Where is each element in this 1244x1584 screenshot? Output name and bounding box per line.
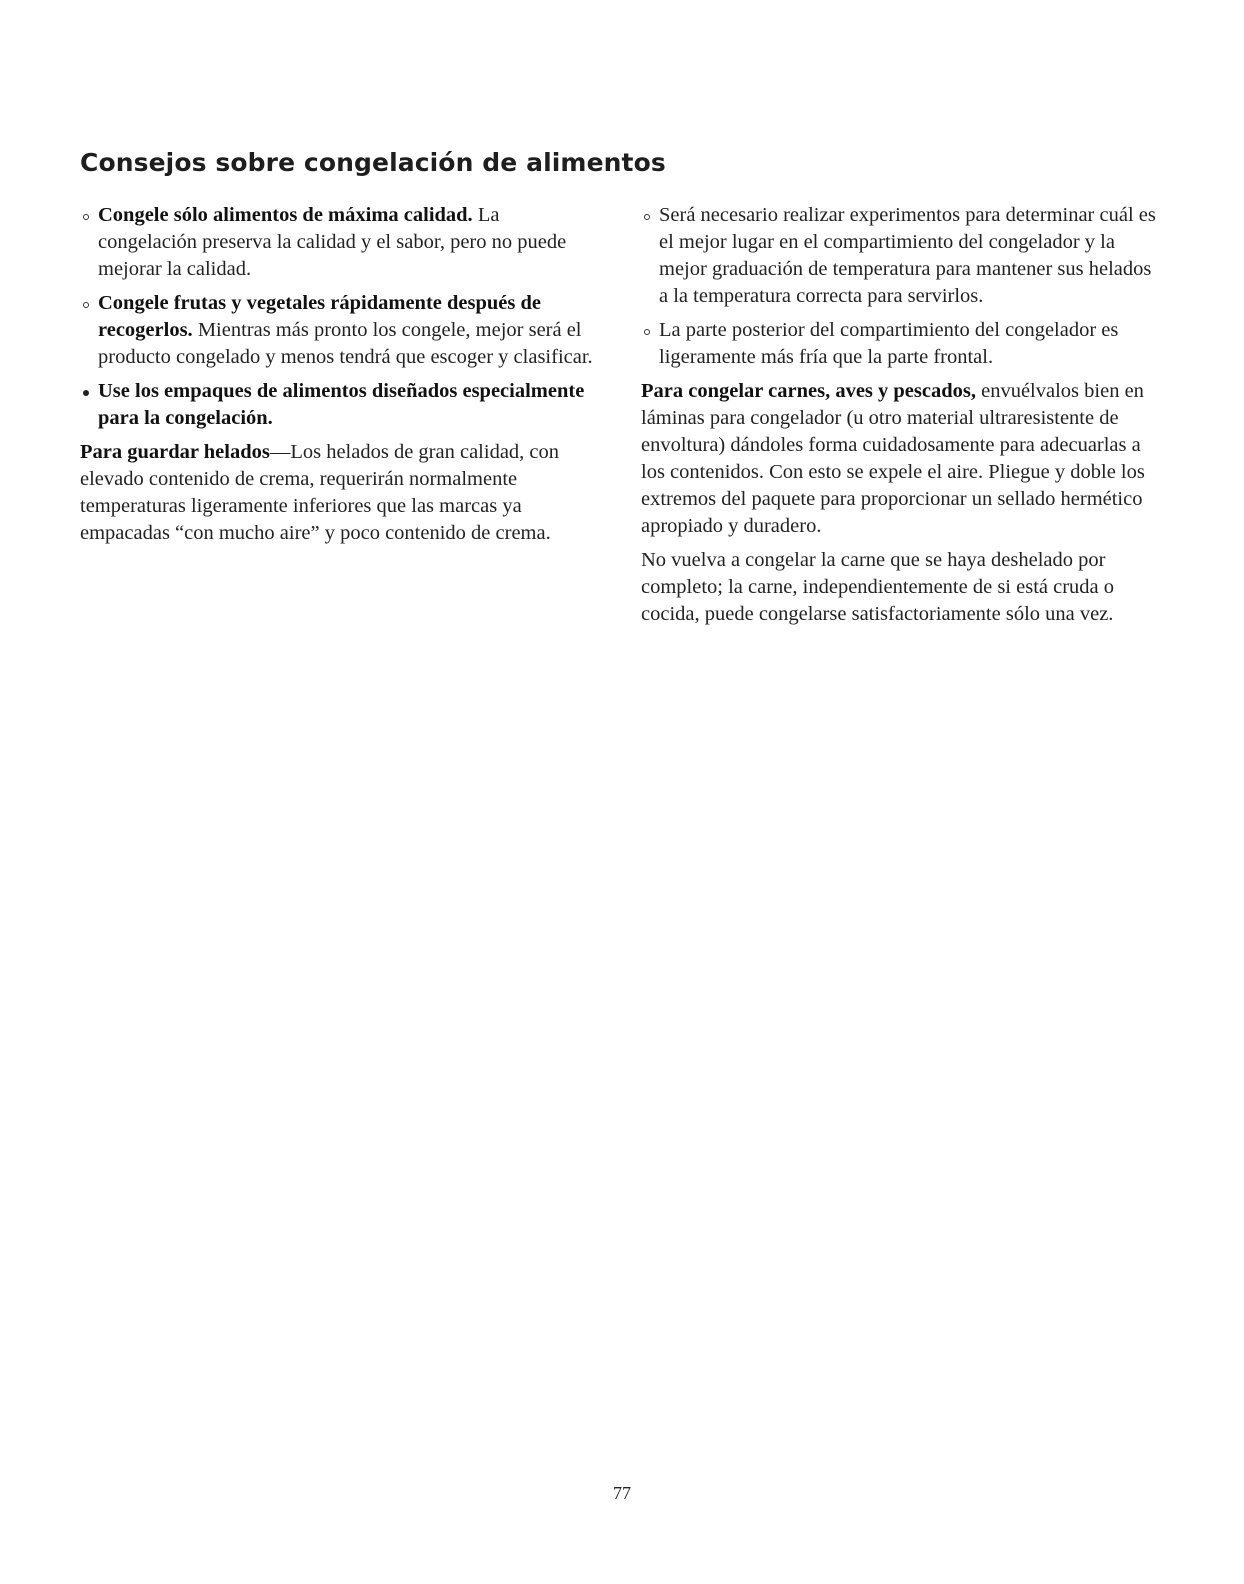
bullet-lead: Congele sólo alimentos de máxima calidad. (98, 204, 473, 226)
bullet-icon (644, 214, 650, 220)
bullet-icon (83, 214, 89, 220)
page-title: Consejos sobre congelación de alimentos (80, 148, 666, 177)
paragraph-text: envuélvalos bien en láminas para congelador (u otro material ultraresistente de envoltura) dándoles forma cuidadosamente para adecuarlas a los contenidos. Con esto se expele el aire. Pliegue y doble los extremos del paquete para proporcionar un sellado hermético apropiado y duradero. (641, 380, 1145, 537)
refreeze-paragraph: No vuelva a congelar la carne que se haya deshelado por completo; la carne, independientemente de si está cruda o cocida, puede congelarse satisfactoriamente sólo una vez. (641, 549, 1115, 625)
list-item (80, 202, 600, 283)
bullet-lead: Use los empaques de alimentos diseñados especialmente para la congelación. (98, 380, 585, 429)
list-item (80, 290, 600, 371)
bullet-text: La parte posterior del compartimiento del congelador es ligeramente más fría que la parte frontal. (659, 319, 1119, 368)
right-column (641, 202, 1161, 635)
ice-cream-paragraph (80, 439, 600, 547)
paragraph-lead: Para congelar carnes, aves y pescados, (641, 380, 976, 402)
list-item (641, 202, 1161, 310)
list-item (641, 317, 1161, 371)
list-item (80, 378, 600, 432)
left-column (80, 202, 600, 554)
bullet-text: Mientras más pronto los congele, mejor será el producto congelado y menos tendrá que escoger y clasificar. (98, 319, 593, 368)
paragraph-lead: Para guardar helados (80, 441, 270, 463)
paragraph-text: —Los helados de gran calidad, con elevado contenido de crema, requerirán normalmente temperaturas ligeramente inferiores que las marcas ya empacadas “con mucho aire” y poco contenido de crema. (80, 441, 560, 544)
bullet-text: La congelación preserva la calidad y el sabor, pero no puede mejorar la calidad. (98, 204, 567, 280)
meat-paragraph (641, 378, 1161, 540)
bullet-icon (644, 329, 650, 335)
bullet-text: Será necesario realizar experimentos para determinar cuál es el mejor lugar en el compartimiento del congelador y la mejor graduación de temperatura para mantener sus helados a la temperatura correcta para servirlos. (659, 204, 1156, 307)
bullet-icon (83, 302, 89, 308)
page-number: 77 (613, 1483, 631, 1503)
bullet-lead: Congele frutas y vegetales rápidamente después de recogerlos. (98, 292, 541, 341)
bullet-icon (83, 390, 89, 396)
